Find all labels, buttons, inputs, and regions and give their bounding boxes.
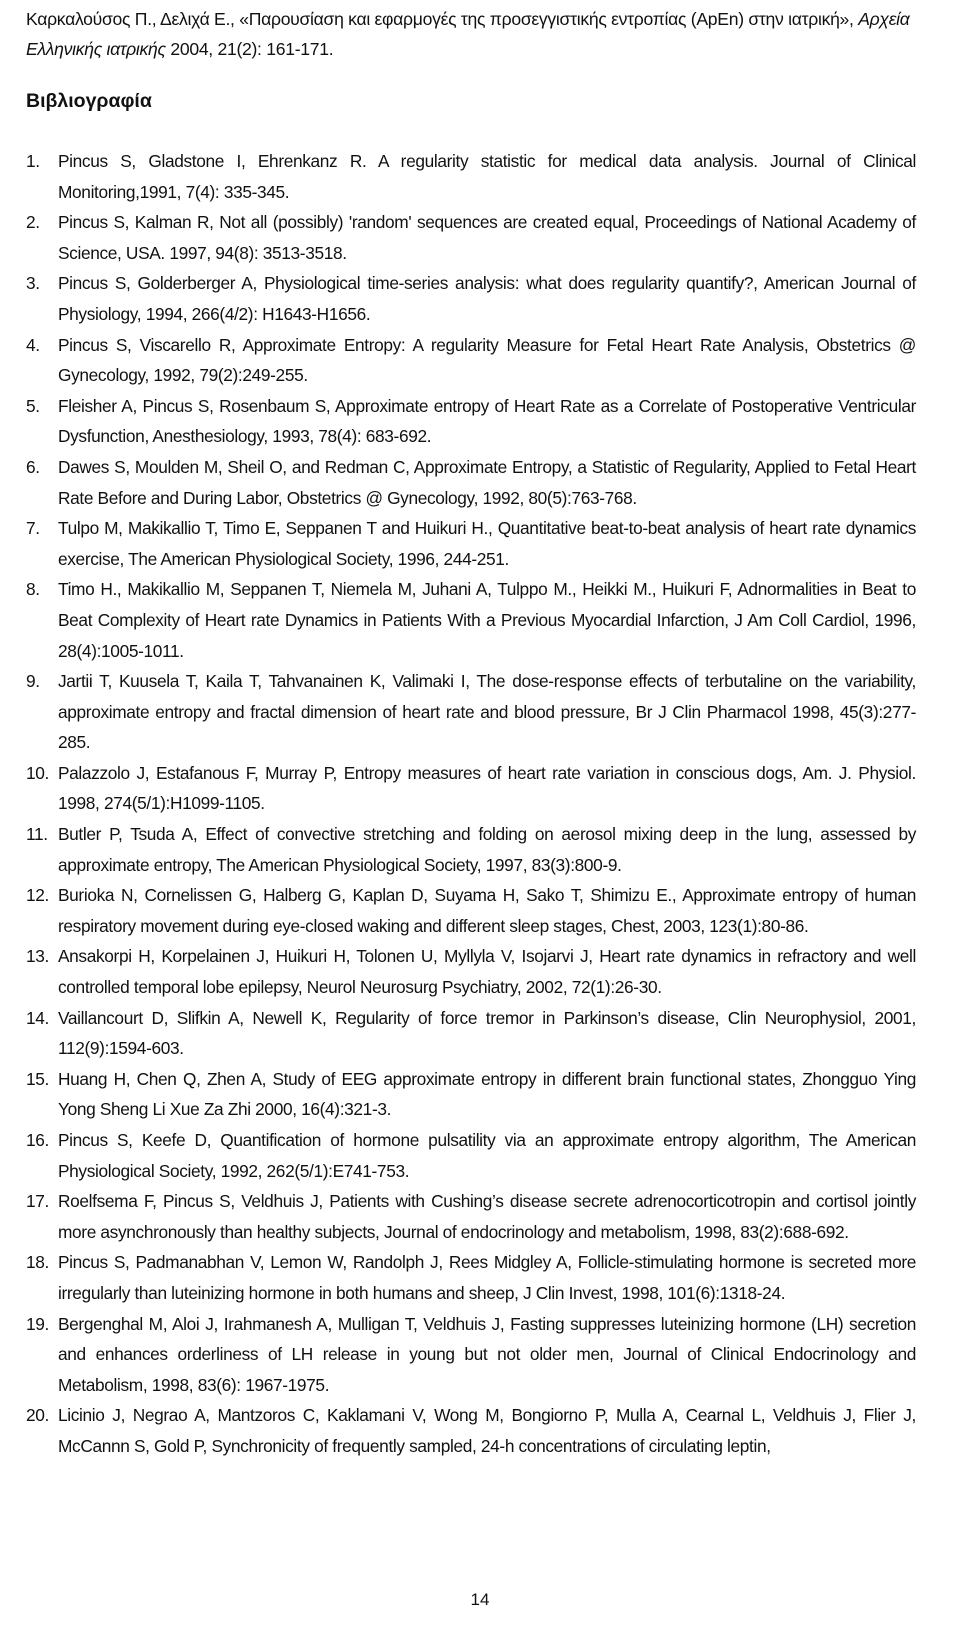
reference-number: 6.	[26, 456, 40, 477]
reference-number: 4.	[26, 334, 40, 355]
reference-item	[0, 513, 960, 574]
reference-text: Pincus S, Kalman R, Not all (possibly) 'random' sequences are created equal, Proceedings of National Academy of Science, USA. 1997, 94(8): 3513-3518.	[58, 212, 916, 263]
citation-authors-title: Καρκαλούσος Π., Δελιχά Ε., «Παρουσίαση και εφαρμογές της προσεγγιστικής εντροπίας (ApEn) στην ιατρική»,	[26, 9, 859, 29]
reference-text: Dawes S, Moulden M, Sheil O, and Redman C, Approximate Entropy, a Statistic of Regularity, Applied to Fetal Heart Rate Before and During Labor, Obstetrics @ Gynecology, 1992, 80(5):763-768.	[58, 456, 916, 508]
reference-item	[0, 391, 960, 452]
reference-item	[0, 1400, 960, 1461]
reference-text: Timo H., Makikallio M, Seppanen T, Niemela M, Juhani A, Tulppo M., Heikki M., Huikuri F, Adnormalities in Beat to Beat Complexity of Heart rate Dynamics in Patients With a Previous Myocardial Infarction, J Am Coll Cardiol, 1996, 28(4):1005-1011.	[58, 579, 916, 661]
reference-number: 8.	[26, 579, 40, 600]
reference-number: 14.	[26, 1007, 49, 1028]
reference-text: Pincus S, Golderberger A, Physiological time-series analysis: what does regularity quantify?, American Journal of Physiology, 1994, 266(4/2): H1643-H1656.	[58, 273, 916, 324]
header-citation	[26, 4, 914, 64]
reference-item	[0, 1309, 960, 1401]
reference-item	[0, 1186, 960, 1247]
reference-text: Jartii T, Kuusela T, Kaila T, Tahvanainen K, Valimaki I, The dose-response effects of terbutaline on the variability, approximate entropy and fractal dimension of heart rate and blood pressure, Br J Clin Pharmacol 1998, 45(3):277-285.	[58, 671, 916, 753]
reference-text: Butler P, Tsuda A, Effect of convective stretching and folding on aerosol mixing deep in the lung, assessed by approximate entropy, The American Physiological Society, 1997, 83(3):800-9.	[58, 824, 916, 875]
reference-text: Licinio J, Negrao A, Mantzoros C, Kaklamani V, Wong M, Bongiorno P, Mulla A, Cearnal L, Veldhuis J, Flier J, McCannn S, Gold P, Synchronicity of frequently sampled, 24-h concentrations of circulating leptin,	[58, 1405, 916, 1456]
reference-item	[0, 452, 960, 513]
reference-item	[0, 574, 960, 666]
reference-item	[0, 330, 960, 391]
reference-text: Roelfsema F, Pincus S, Veldhuis J, Patients with Cushing’s disease secrete adrenocorticotropin and cortisol jointly more asynchronously than healthy subjects, Journal of endocrinology and metabolism, 1998, 83(2):688-692.	[58, 1191, 916, 1242]
reference-text: Huang H, Chen Q, Zhen A, Study of EEG approximate entropy in different brain functional states, Zhongguo Ying Yong Sheng Li Xue Za Zhi 2000, 16(4):321-3.	[58, 1068, 916, 1120]
reference-number: 7.	[26, 518, 40, 539]
reference-number: 1.	[26, 151, 40, 171]
reference-item	[0, 1003, 960, 1064]
reference-item	[0, 666, 960, 758]
citation-journal: Αρχεία Ελληνικής ιατρικής	[26, 9, 910, 59]
reference-number: 5.	[26, 395, 40, 416]
reference-number: 2.	[26, 212, 40, 233]
reference-text: Pincus S, Padmanabhan V, Lemon W, Randolph J, Rees Midgley A, Follicle-stimulating hormone is secreted more irregularly than luteinizing hormone in both humans and sheep, J Clin Invest, 1998, 101(6):1318-24.	[58, 1252, 916, 1303]
reference-number: 12.	[26, 885, 49, 906]
reference-item	[0, 758, 960, 819]
reference-text: Tulpo M, Makikallio T, Timo E, Seppanen T and Huikuri H., Quantitative beat-to-beat analysis of heart rate dynamics exercise, The American Physiological Society, 1996, 244-251.	[58, 518, 916, 569]
reference-number: 19.	[26, 1313, 49, 1334]
reference-item	[0, 207, 960, 268]
reference-number: 11.	[26, 824, 48, 845]
reference-text: Pincus S, Viscarello R, Approximate Entropy: A regularity Measure for Fetal Heart Rate Analysis, Obstetrics @ Gynecology, 1992, 79(2):249-255.	[58, 334, 916, 386]
reference-number: 18.	[26, 1252, 49, 1273]
reference-number: 16.	[26, 1130, 49, 1150]
reference-text: Fleisher A, Pincus S, Rosenbaum S, Approximate entropy of Heart Rate as a Correlate of Postoperative Ventricular Dysfunction, Anesthesiology, 1993, 78(4): 683-692.	[58, 395, 916, 447]
reference-item	[0, 146, 960, 207]
reference-number: 3.	[26, 273, 40, 294]
reference-item	[0, 941, 960, 1002]
reference-number: 10.	[26, 762, 49, 783]
reference-item	[0, 880, 960, 941]
reference-text: Burioka N, Cornelissen G, Halberg G, Kaplan D, Suyama H, Sako T, Shimizu E., Approximate entropy of human respiratory movement during eye-closed waking and different sleep stages, Chest, 2003, 123(1):80-86.	[58, 885, 916, 936]
reference-item	[0, 819, 960, 880]
citation-volume: 2004, 21(2): 161-171.	[165, 39, 334, 59]
reference-number: 13.	[26, 946, 49, 967]
reference-text: Vaillancourt D, Slifkin A, Newell K, Regularity of force tremor in Parkinson’s disease, Clin Neurophysiol, 2001, 112(9):1594-603.	[58, 1007, 916, 1059]
reference-item	[0, 1247, 960, 1308]
reference-text: Palazzolo J, Estafanous F, Murray P, Entropy measures of heart rate variation in conscious dogs, Am. J. Physiol. 1998, 274(5/1):H1099-1105.	[58, 762, 916, 814]
reference-list	[0, 146, 960, 1462]
reference-number: 20.	[26, 1405, 49, 1426]
reference-number: 9.	[26, 671, 40, 692]
section-title: Βιβλιογραφία	[26, 90, 152, 112]
reference-number: 15.	[26, 1068, 49, 1089]
page-number: 14	[470, 1590, 490, 1609]
reference-text: Bergenghal M, Aloi J, Irahmanesh A, Mulligan T, Veldhuis J, Fasting suppresses luteinizing hormone (LH) secretion and enhances orderliness of LH release in young but not older men, Journal of Clinical Endocrinology and Metabolism, 1998, 83(6): 1967-1975.	[58, 1313, 916, 1395]
reference-item	[0, 1125, 960, 1186]
reference-number: 17.	[26, 1191, 49, 1212]
reference-text: Ansakorpi H, Korpelainen J, Huikuri H, Tolonen U, Myllyla V, Isojarvi J, Heart rate dynamics in refractory and well controlled temporal lobe epilepsy, Neurol Neurosurg Psychiatry, 2002, 72(1):26-30.	[58, 946, 916, 998]
reference-item	[0, 1064, 960, 1125]
reference-item	[0, 268, 960, 329]
reference-text: Pincus S, Keefe D, Quantification of hormone pulsatility via an approximate entropy algorithm, The American Physiological Society, 1992, 262(5/1):E741-753.	[58, 1130, 916, 1181]
reference-text: Pincus S, Gladstone I, Ehrenkanz R. A regularity statistic for medical data analysis. Journal of Clinical Monitoring,1991, 7(4): 335-345.	[58, 151, 916, 202]
